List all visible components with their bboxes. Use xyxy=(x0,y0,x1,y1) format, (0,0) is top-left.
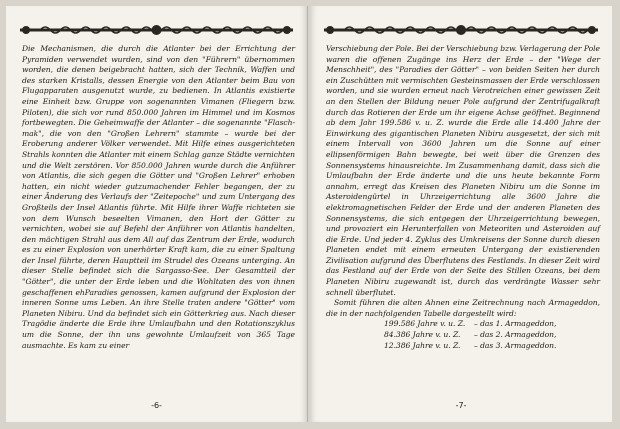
date-event: – das 1. Armageddon, xyxy=(474,319,557,329)
date-year: 199.586 Jahre v. u. Z. xyxy=(384,319,466,329)
page-number: -6- xyxy=(151,401,162,410)
ornament-border-icon xyxy=(20,24,293,36)
list-item xyxy=(384,330,600,341)
ornament-border-icon xyxy=(324,24,598,36)
paragraph: Verschiebung der Pole. Bei der Verschiebung bzw. Verlagerung der Pole waren die offenen Zugänge ins Herz der Erde – der "Wege der Menschheit", des "Paradies der Götter" – von beiden Seiten her durch ein Zuschütten mit vermischten Gesteinsmassen der Erde verschlossen worden, und sie wurden erneut nach Verotreichen einer gewissen Zeit an den Stellen der Bildung neuer Pole aufgrund der Zentrifugalkraft durch das Rotieren der Erde um ihr eigene Achse geöffnet. Beginnend ab dem Jahr 199.586 v. u. Z. wurde die Erde alle 14.400 Jahre der Einwirkung des gigantischen Planeten Nibiru ausgesetzt, der sich mit einem Intervall von 3600 Jahren um die Sonne auf einer ellipsenförmigen Bahn bewegte, bei weit über die Grenzen des Sonnensystems hinausreichte. Im Zusammenhang damit, dass sich die Umlaufbahn der Erde änderte und die uns heute bekannte Form annahm, erregt das Kreisen des Planeten Nibiru um die Sonne im Asteroidengürtel in Uhrzeigerrichtung alle 3600 Jahre die elektromagnetischen Felder der Erde und der anderen Planeten des Sonnensystems, die sich entgegen der Uhrzeigerrichtung bewegen, und provoziert ein Herunterfallen von Meteoriten und Asteroiden auf die Erde. Und jeder 4. Zyklus des Umkreisens der Sonne durch diesen Planeten endet mit einem erneuten Untergang der existierenden Zivilisation aufgrund des Überflutens des Festlands. In dieser Zeit wird das Festland auf der Erde von der Seite des Stillen Ozeans, bei dem Planeten Nibiru zugewandt ist, durch das verdrängte Wasser sehr schnell überflutet. xyxy=(326,44,600,297)
paragraph: Die Mechanismen, die durch die Atlanter bei der Errichtung der Pyramiden verwendet wurden, sind von den "Führern" übernommen worden, die denen beigebracht hatten, sich der Technik, Waffen und des starken Kristalls, dessen Energie von den Atlanter beim Bau von Flugapparaten ausgenutzt wurde, zu bedienen. In Atlantis existierte eine Einheit bzw. Gruppe von sogenannten Vimanen (Fliegern bzw. Piloten), die sich vor rund 850.000 Jahren im Himmel und im Kosmos fortbewegten. Die Geheimwaffe der Atlanter – die sogenannte "Flasch-mak", die von den "Großen Lehrern" stammte – wurde bei der Eroberung anderer Völker verwendet. Mit Hilfe eines ausgerichteten Strahls konnten die Atlanter mit einem Schlag ganze Städte vernichten und die Welt zerstören. Vor 850.000 Jahren wurde durch die Anführer von Atlantis, die sich gegen die Götter und "Großen Lehrer" erhoben hatten, ein nicht wieder gutzumachender Fehler begangen, der zu einer Änderung des Verlaufs der "Zeitepoche" und zum Untergang des Großteils der Insel Atlantis führte. Mit Hilfe ihrer Waffe richteten sie von dem Wunsch beseelten Vimanen, den Hort der Götter zu vernichten, wobei sie auf Befehl der Anführer von Atlantis handelten, den mächtigen Strahl aus dem All auf das Zentrum der Erde, wodurch es zu einer Explosion von unerhörter Kraft kam, die zu einer Spaltung der Insel führte, deren Hauptteil im Strudel des Ozeans unterging. An dieser Stelle befindet sich die Sargasso-See. Der Gesamtteil der "Götter", die unter der Erde leben und die Wohltaten des von ihnen geschaffenen ehParadies genossen, kamen aufgrund der Explosion der inneren Sonne ums Leben. An ihre Stelle traten andere "Götter" vom Planeten Nibiru. Und da befindet sich ein Götterkrieg aus. Nach dieser Tragödie änderte die Erde ihre Umlaufbahn und den Rotationszyklus um die Sonne, der ihn uns gewohnte Umlaufzeit von 365 Tage ausmachte. Es kam zu einer xyxy=(22,44,295,350)
date-year: 84.386 Jahre v. u. Z. xyxy=(384,330,461,340)
paragraph: Somit führen die alten Ahnen eine Zeitrechnung nach Armageddon, die in der nachfolgenden Tabelle dargestellt wird: xyxy=(326,298,600,318)
header-ornament xyxy=(324,24,598,36)
date-event: – das 2. Armageddon, xyxy=(474,330,557,340)
left-page-text xyxy=(22,44,295,351)
right-page-text xyxy=(326,44,600,351)
header-ornament xyxy=(20,24,293,36)
book-spread xyxy=(6,6,614,422)
list-item xyxy=(384,319,600,330)
armageddon-dates-list xyxy=(384,319,600,351)
right-page xyxy=(310,6,612,422)
list-item xyxy=(384,341,600,352)
date-event: – das 3. Armageddon. xyxy=(474,340,557,350)
page-number: -7- xyxy=(455,401,467,410)
date-year: 12.386 Jahre v. u. Z. xyxy=(384,340,461,350)
left-page xyxy=(6,6,308,422)
